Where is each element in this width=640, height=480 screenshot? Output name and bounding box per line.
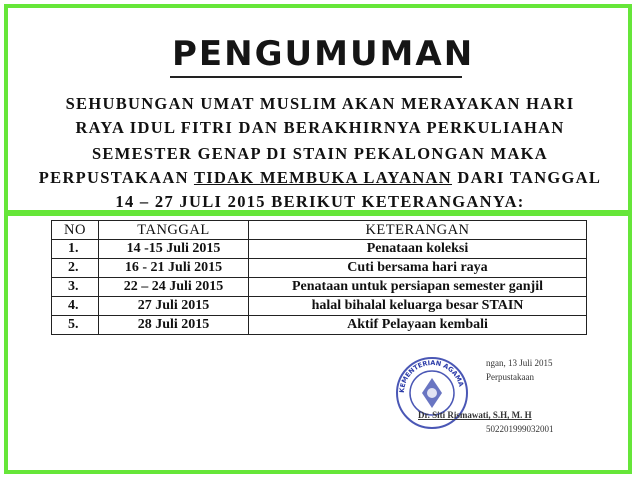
announcement-line-3: SEMESTER GENAP DI STAIN PEKALONGAN MAKA (91, 144, 549, 163)
table-row (52, 278, 587, 297)
signature-nip: 502201999032001 (486, 424, 554, 434)
row-date: 22 – 24 Juli 2015 (99, 278, 249, 297)
row-date: 28 Juli 2015 (99, 316, 249, 335)
table-row (52, 297, 587, 316)
row-no: 1. (52, 240, 99, 259)
row-description: halal bihalal keluarga besar STAIN (249, 297, 587, 316)
announcement-line-4 (36, 168, 604, 188)
announcement-line-1: SEHUBUNGAN UMAT MUSLIM AKAN MERAYAKAN HARI (65, 94, 575, 113)
row-date: 14 -15 Juli 2015 (99, 240, 249, 259)
signature-office: Perpustakaan (486, 372, 534, 382)
row-no: 5. (52, 316, 99, 335)
header-date: TANGGAL (99, 221, 249, 240)
row-date: 27 Juli 2015 (99, 297, 249, 316)
header-no: NO (52, 221, 99, 240)
table-row (52, 316, 587, 335)
signature-place-date: ngan, 13 Juli 2015 (486, 358, 553, 368)
row-date: 16 - 21 Juli 2015 (99, 259, 249, 278)
row-no: 4. (52, 297, 99, 316)
table-row (52, 240, 587, 259)
row-description: Aktif Pelayaan kembali (249, 316, 587, 335)
row-description: Penataan untuk persiapan semester ganjil (249, 278, 587, 297)
schedule-table (51, 220, 587, 335)
line4-suffix: DARI TANGGAL (451, 168, 602, 187)
announcement-line-5: 14 – 27 JULI 2015 BERIKUT KETERANGANYA: (115, 192, 525, 211)
table-header-row (52, 221, 587, 240)
signature-name: Dr. Siti Rismawati, S.H, M. H (418, 410, 532, 420)
title-underline (170, 76, 462, 78)
row-no: 3. (52, 278, 99, 297)
closed-service-notice: TIDAK MEMBUKA LAYANAN (193, 168, 452, 187)
announcement-title: PENGUMUMAN (172, 34, 475, 74)
stamp-text: KEMENTERIAN AGAMA (397, 358, 466, 394)
row-description: Penataan koleksi (249, 240, 587, 259)
line4-prefix: PERPUSTAKAAN (38, 168, 194, 187)
row-description: Cuti bersama hari raya (249, 259, 587, 278)
table-row (52, 259, 587, 278)
announcement-line-2: RAYA IDUL FITRI DAN BERAKHIRNYA PERKULIAHAN (75, 118, 565, 137)
row-no: 2. (52, 259, 99, 278)
header-description: KETERANGAN (249, 221, 587, 240)
